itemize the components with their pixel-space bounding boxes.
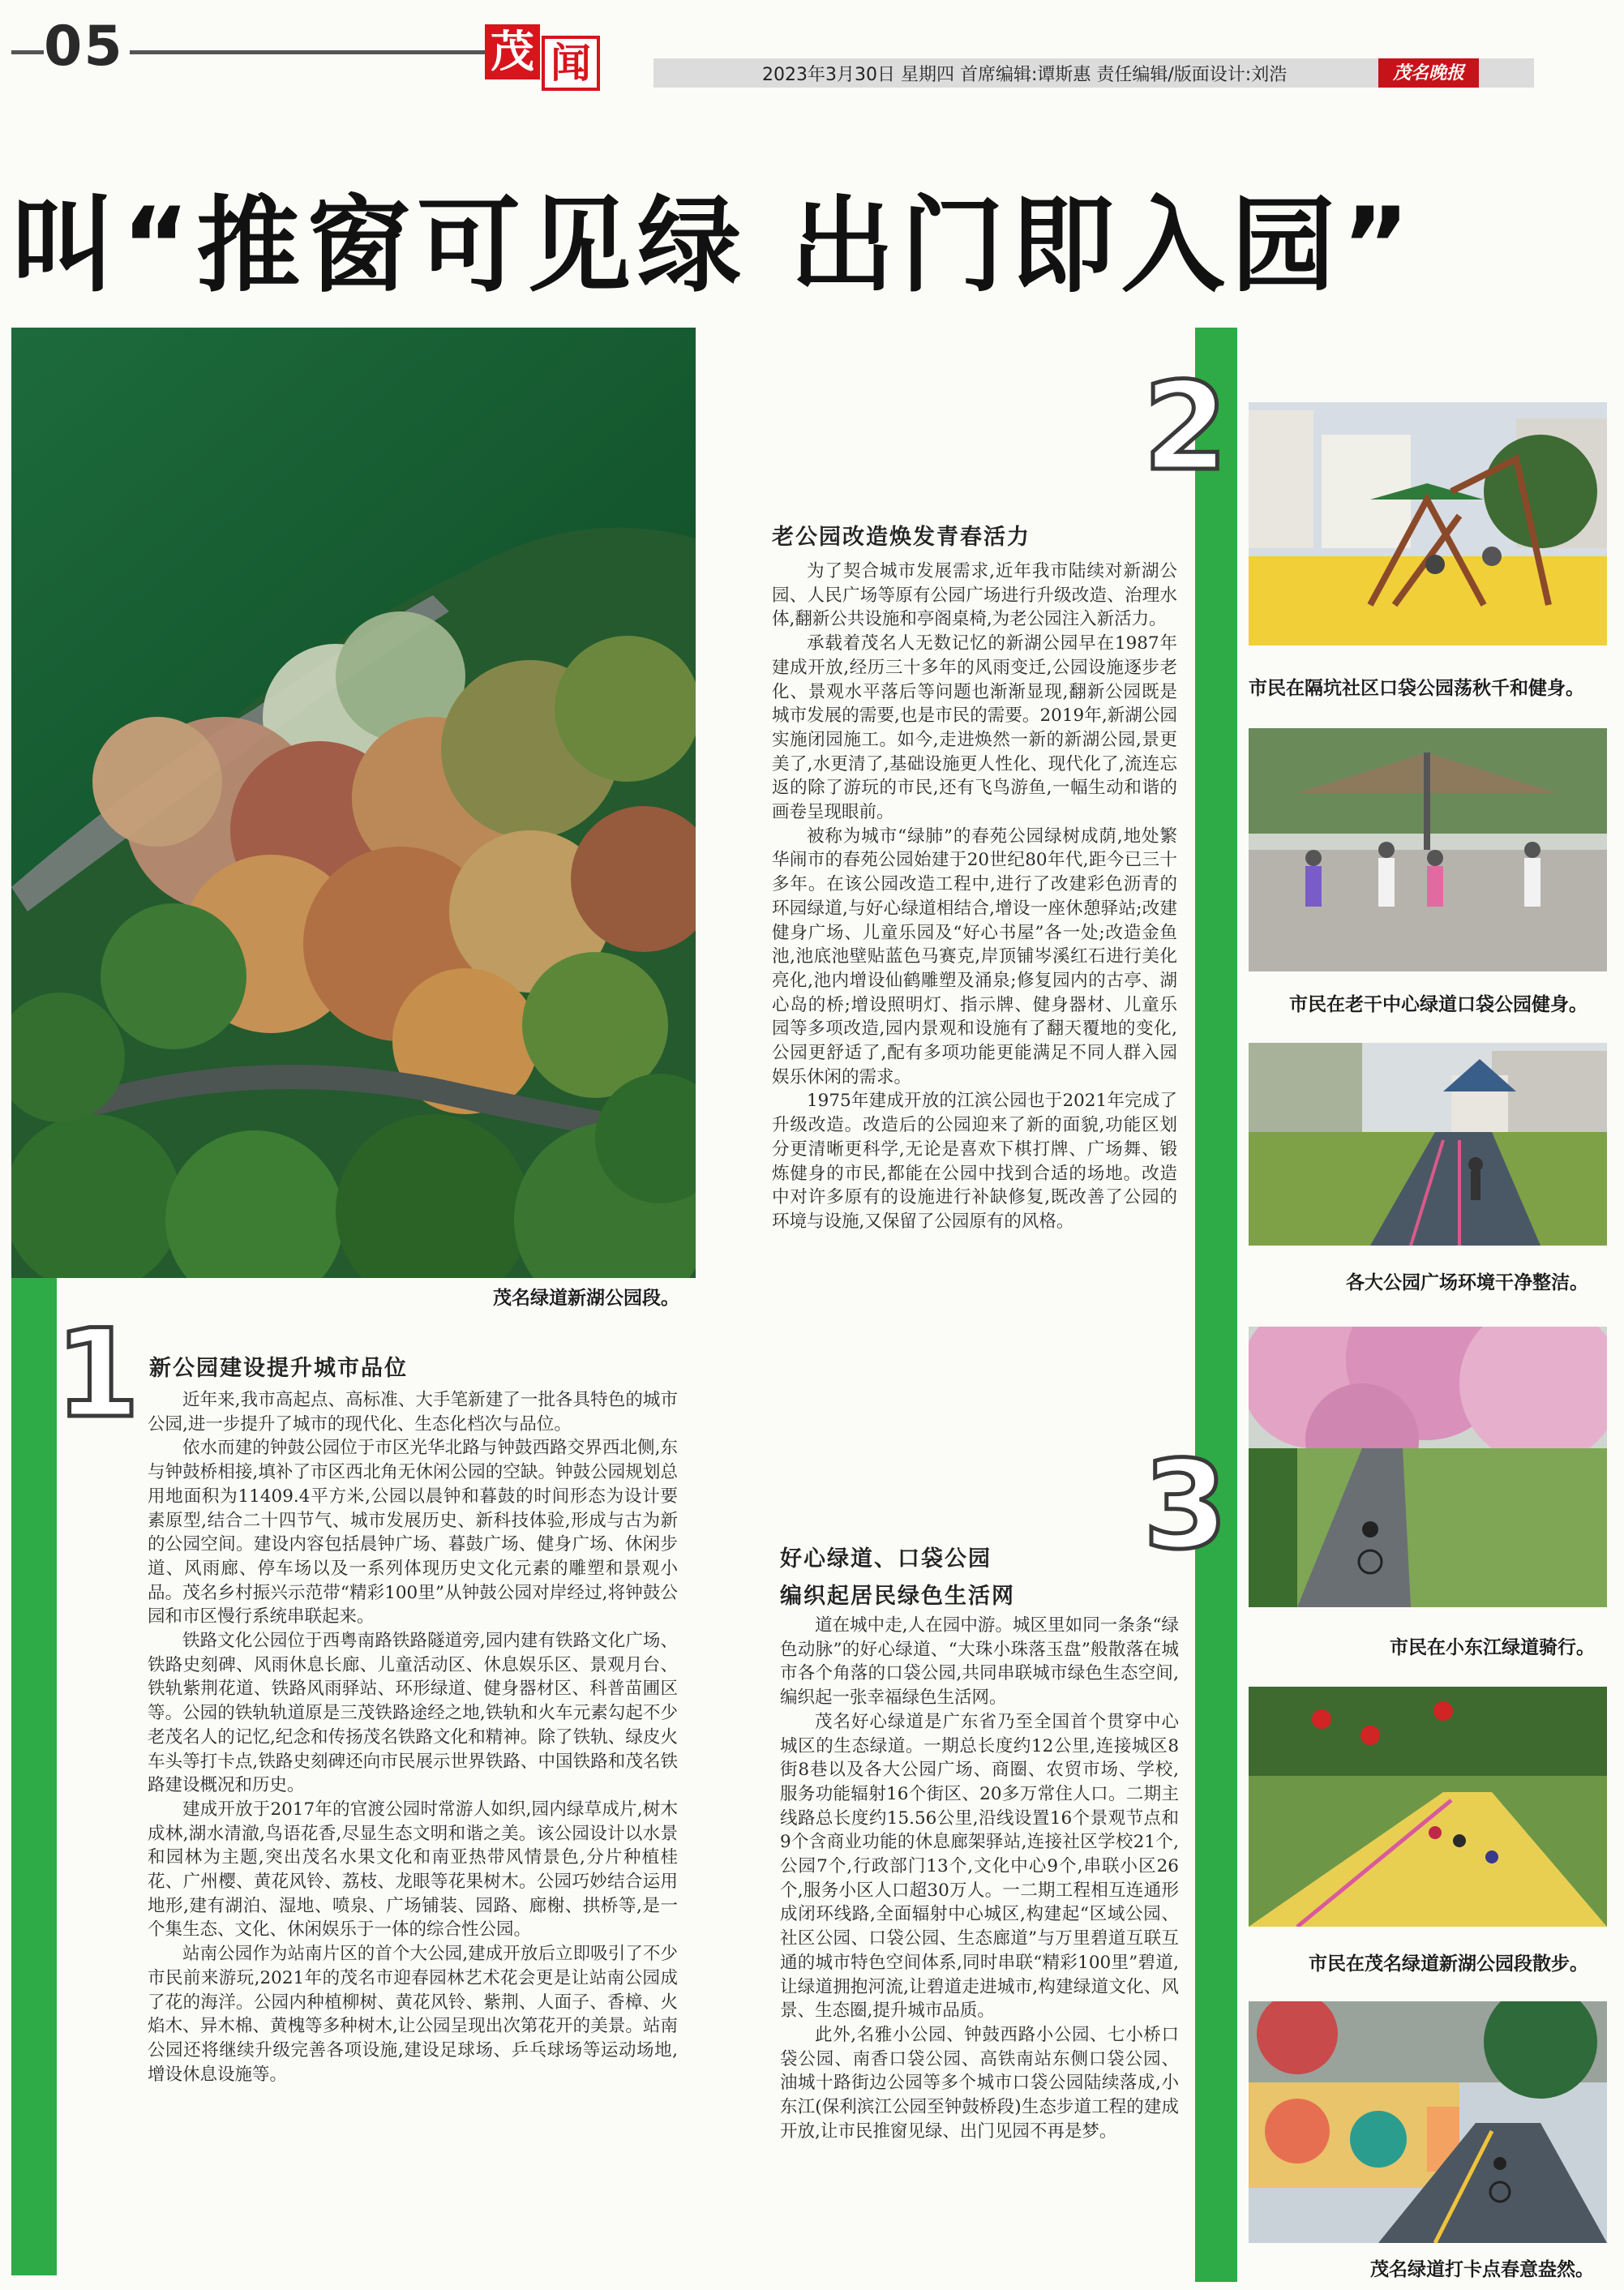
section-1-article (148, 1388, 678, 2086)
side-photo-caption-4: 市民在小东江绿道骑行。 (1390, 1637, 1595, 1658)
page-number: 05 (44, 15, 124, 79)
section-2-paragraph: 1975年建成开放的江滨公园也于2021年完成了升级改造。改造后的公园迎来了新的面貌,功能区划分更清晰更科学,无论是喜欢下棋打牌、广场舞、锻炼健身的市民,都能在公园中找到合适的场地。改造中对许多原有的设施进行补缺修复,既改善了公园的环境与设施,又保留了公园原有的风格。 (772, 1091, 1177, 1232)
section-1-paragraph: 建成开放于2017年的官渡公园时常游人如织,园内绿草成片,树木成林,湖水清澈,鸟语花香,尽显生态文明和谐之美。该公园设计以水景和园林为主题,突出茂名水果文化和南亚热带风情景色,分片种植桂花、广州樱、黄花风铃、荔枝、龙眼等花果树木。公园巧妙结合运用地形,建有湖泊、湿地、喷泉、广场铺装、园路、廊榭、拱桥等,是一个集生态、文化、休闲娱乐于一体的综合性公园。 (148, 1799, 678, 1940)
section-2-article (772, 560, 1177, 1234)
section-3-title-line-1: 好心绿道、口袋公园 (780, 1546, 992, 1572)
section-1-paragraph: 铁路文化公园位于西粤南路铁路隧道旁,园内建有铁路文化广场、铁路史刻碑、风雨休息长廊、儿童活动区、休息娱乐区、景观月台、铁轨紫荆花道、铁路风雨驿站、环形绿道、健身器材区、科普苗圃区等。公园的铁轨轨道原是三茂铁路途经之地,铁轨和火车元素勾起不少老茂名人的记忆,纪念和传扬茂名铁路文化和精神。除了铁轨、绿皮火车头等打卡点,铁路史刻碑还向市民展示世界铁路、中国铁路和茂名铁路建设概况和历史。 (148, 1631, 678, 1796)
side-photo-plaza (1249, 1043, 1607, 1246)
section-3-paragraph: 道在城中走,人在园中游。城区里如同一条条“绿色动脉”的好心绿道、“大珠小珠落玉盘”般散落在城市各个角落的口袋公园,共同串联城市绿色生态空间,编织起一张幸福绿色生活网。 (780, 1615, 1179, 1709)
section-label-1: 茂 (485, 24, 540, 79)
headline: 叫“推窗可见绿 出门即入园” (11, 186, 1416, 307)
section-1-paragraph: 依水而建的钟鼓公园位于市区光华北路与钟鼓西路交界西北侧,东与钟鼓桥相接,填补了市区西北角无休闲公园的空缺。钟鼓公园规划总用地面积为11409.4平方米,公园以晨钟和暮鼓的时间形态为设计要素原型,结合二十四节气、城市发展历史、新科技体验,形成与古为新的公园空间。建设内容包括晨钟广场、暮鼓广场、健身广场、休闲步道、风雨廊、停车场以及一系列体现历史文化元素的雕塑和景观小品。茂名乡村振兴示范带“精彩100里”从钟鼓公园对岸经过,将钟鼓公园和市区慢行系统串联起来。 (148, 1438, 678, 1627)
side-photo-caption-5: 市民在茂名绿道新湖公园段散步。 (1309, 1953, 1588, 1975)
section-badge (485, 24, 606, 91)
section-2-paragraph: 为了契合城市发展需求,近年我市陆续对新湖公园、人民广场等原有公园广场进行升级改造、治理水体,翻新公共设施和亭阁桌椅,为老公园注入新活力。 (772, 561, 1177, 630)
section-2-paragraph: 被称为城市“绿肺”的春苑公园绿树成荫,地处繁华闹市的春苑公园始建于20世纪80年代,距今已三十多年。在该公园改造工程中,进行了改建彩色沥青的环园绿道,与好心绿道相结合,增设一座休憩驿站;改建健身广场、儿童乐园及“好心书屋”各一处;改造金鱼池,池底池壁贴蓝色马赛克,岸顶铺岑溪红石进行美化亮化,池内增设仙鹤雕塑及涌泉;修复园内的古亭、湖心岛的桥;增设照明灯、指示牌、健身器材、儿童乐园等多项改造,园内景观和设施有了翻天覆地的变化,公园更舒适了,配有多项功能更能满足不同人群入园娱乐休闲的需求。 (772, 826, 1177, 1087)
section-3-paragraph: 此外,名雅小公园、钟鼓西路小公园、七小桥口袋公园、南香口袋公园、高铁南站东侧口袋公园、油城十路街边公园等多个城市口袋公园陆续落成,小东江(保利滨江公园至钟鼓桥段)生态步道工程的建成开放,让市民推窗见绿、出门见园不再是梦。 (780, 2024, 1179, 2142)
section-label-2: 闻 (542, 36, 600, 91)
header-info: 2023年3月30日 星期四 首席编辑:谭斯惠 责任编辑/版面设计:刘浩 (762, 65, 1288, 85)
section-3-article (780, 1614, 1179, 2143)
main-photo (11, 328, 696, 1278)
header-rule-left (11, 50, 44, 54)
section-3-paragraph: 茂名好心绿道是广东省乃至全国首个贯穿中心城区的生态绿道。一期总长度约12公里,连接城区8街8巷以及各大公园广场、商圈、农贸市场、学校,服务功能辐射16个街区、20多万常住人口。二期主线路总长度约15.56公里,沿线设置16个景观节点和9个含商业功能的休息廊架驿站,连接社区学校21个,公园7个,行政部门13个,文化中心9个,串联小区26个,服务小区人口超30万人。一二期工程相互连通形成闭环线路,全面辐射中心城区,构建起“区域公园、社区公园、口袋公园、生态廊道”与万里碧道互联互通的城市特色空间体系,同时串联“精彩100里”碧道,让绿道拥抱河流,让碧道走进城市,构建绿道文化、风景、生态圈,提升城市品质。 (780, 1711, 1179, 2022)
side-photo-walking (1249, 1687, 1607, 1927)
side-photo-caption-3: 各大公园广场环境干净整洁。 (1346, 1272, 1588, 1293)
side-photo-mural (1249, 2001, 1607, 2243)
section-2-title: 老公园改造焕发青春活力 (772, 525, 1031, 550)
side-photo-taichi (1249, 728, 1607, 971)
side-photo-caption-1: 市民在隔坑社区口袋公园荡秋千和健身。 (1249, 678, 1584, 699)
side-photo-caption-2: 市民在老干中心绿道口袋公园健身。 (1289, 994, 1588, 1015)
main-photo-caption: 茂名绿道新湖公园段。 (493, 1288, 679, 1309)
green-accent-bar-right (1195, 328, 1237, 2282)
section-1-paragraph: 站南公园作为站南片区的首个大公园,建成开放后立即吸引了不少市民前来游玩,2021年的茂名市迎春园林艺术花会更是让站南公园成了花的海洋。公园内种植柳树、黄花风铃、紫荆、人面子、香樟、火焰木、异木棉、黄槐等多种树木,让公园呈现出次第花开的美景。站南公园还将继续升级完善各项设施,建设足球场、乒乓球场等运动场地,增设休息设施等。 (148, 1944, 678, 2085)
side-photo-swings (1249, 402, 1607, 645)
section-1-title: 新公园建设提升城市品位 (149, 1356, 408, 1381)
section-3-number: 3 (1143, 1435, 1228, 1576)
side-photo-caption-6: 茂名绿道打卡点春意盎然。 (1370, 2259, 1594, 2280)
section-1-paragraph: 近年来,我市高起点、高标准、大手笔新建了一批各具特色的城市公园,进一步提升了城市的现代化、生态化档次与品位。 (148, 1390, 678, 1434)
masthead-logo: 茂名晚报 (1378, 58, 1479, 88)
section-1-number: 1 (55, 1304, 140, 1445)
header-rule (130, 50, 486, 54)
section-2-paragraph: 承载着茂名人无数记忆的新湖公园早在1987年建成开放,经历三十多年的风雨变迁,公园设施逐步老化、景观水平落后等问题也渐渐显现,翻新公园既是城市发展的需要,也是市民的需要。2019年,新湖公园实施闭园施工。如今,走进焕然一新的新湖公园,景更美了,水更清了,基础设施更人性化、现代化了,流连忘返的除了游玩的市民,还有飞鸟游鱼,一幅生动和谐的画卷呈现眼前。 (772, 633, 1177, 823)
green-accent-bar-left (11, 1278, 57, 2275)
side-photo-cycling (1249, 1327, 1607, 1607)
section-3-title-line-2: 编织起居民绿色生活网 (780, 1584, 1015, 1609)
section-2-number: 2 (1143, 357, 1228, 498)
